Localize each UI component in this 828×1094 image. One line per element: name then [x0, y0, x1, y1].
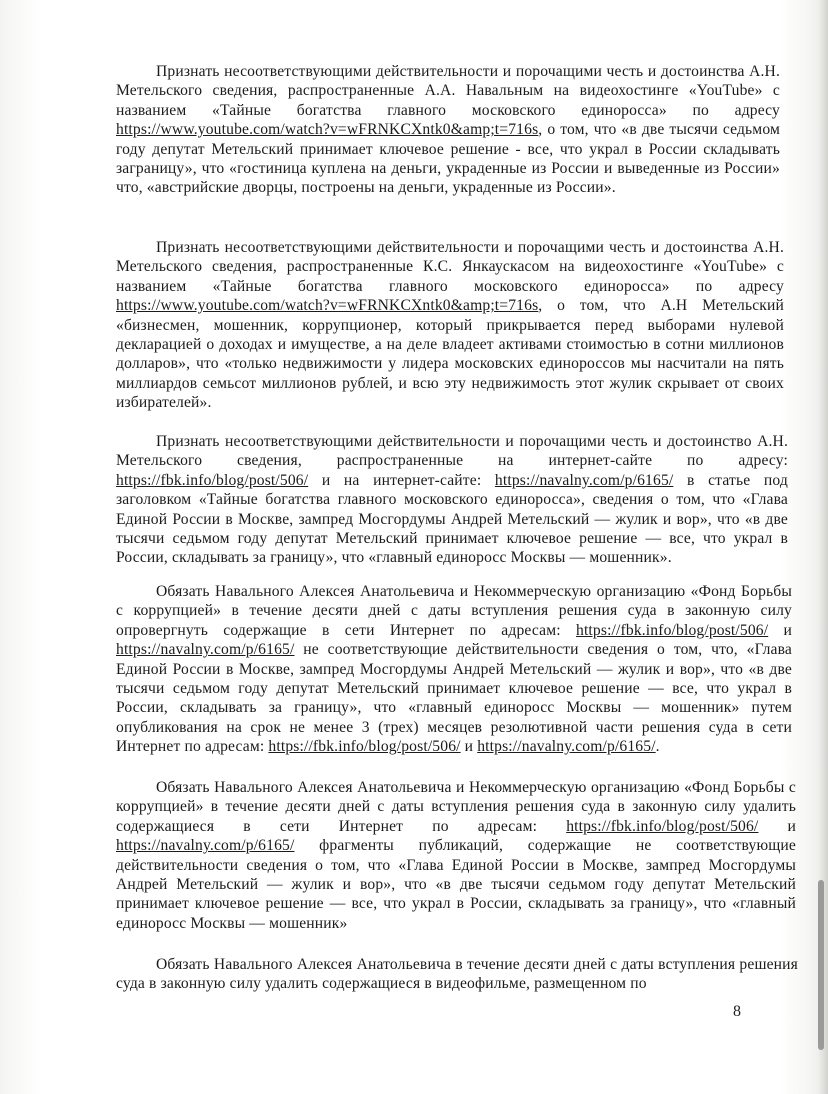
scrollbar-thumb[interactable] [818, 880, 824, 1050]
url-link[interactable]: https://fbk.info/blog/post/506/ [566, 817, 759, 835]
url-link[interactable]: https://navalny.com/p/6165/ [477, 738, 656, 756]
paragraph-text: Обязать Навального Алексея Анатольевича в течение десяти дней с даты вступления решения суда в законную силу удалить содержащиеся в видеофильме, размещенном по [116, 956, 798, 993]
url-link[interactable]: https://www.youtube.com/watch?v=wFRNKCXntk0&amp;t=716s [116, 121, 539, 139]
paragraph-text: , о том, что «в две тысячи седьмом году депутат Метельский принимает ключевое решение - все, что украл в России складывать заграницу», что «гостиница куплена на деньги, украденные из России и выведенные из России» что, «австрийские дворцы, построены на деньги, украденные из России». [116, 121, 780, 197]
url-link[interactable]: https://fbk.info/blog/post/506/ [116, 471, 309, 489]
url-link[interactable]: https://www.youtube.com/watch?v=wFRNKCXntk0&amp;t=716s [116, 297, 539, 315]
paragraph-text: , о том, что А.Н Метельский «бизнесмен, мошенник, коррупционер, который прикрывается перед выборами нулевой декларацией о доходах и имуществе, а на деле владеет активами стоимостью в сотни миллионов долларов», что «только недвижимости у лидера московских единороссов мы насчитали на пять миллиардов семьсот миллионов рублей, и всю эту недвижимость этот жулик скрывает от своих избирателей». [116, 297, 784, 412]
paragraph-4 [116, 582, 792, 757]
url-link[interactable]: https://fbk.info/blog/post/506/ [268, 738, 461, 756]
paragraph-text: Признать несоответствующими действительности и порочащими честь и достоинство А.Н. Метельского сведения, распространенные на интернет-сайте по адресу: [116, 433, 788, 470]
paragraph-2 [116, 238, 784, 413]
url-link[interactable]: https://navalny.com/p/6165/ [116, 837, 295, 855]
paragraph-text: . [655, 738, 660, 756]
paragraph-text: не соответствующие действительности сведения о том, что, «Глава Единой России в Москве, зампред Мосгордумы Андрей Метельский — жулик и вор», что «в две тысячи седьмом году депутат Метельский принимает ключевое решение — все, что украл в России, складывать за границу», что «главный единоросс Москвы — мошенник» путем опубликования на срок не менее 3 (трех) месяцев резолютивной части решения суда в сети Интернет по адресам: [116, 641, 792, 756]
paragraph-text: и [768, 621, 793, 639]
paragraph-3 [116, 432, 788, 568]
page-number: 8 [733, 1003, 741, 1020]
paragraph-text: Обязать Навального Алексея Анатольевича и Некоммерческую организацию «Фонд Борьбы с коррупцией» в течение десяти дней с даты вступления решения суда в законную силу опровергнуть содержащие в сети Интернет по адресам: [116, 583, 792, 639]
url-link[interactable]: https://navalny.com/p/6165/ [494, 471, 674, 489]
paragraph-5 [116, 778, 796, 933]
paragraph-text: и [460, 738, 478, 756]
paragraph-text: фрагменты публикаций, содержащие не соответствующие действительности сведения о том, что «Глава Единой России в Москве, зампред Мосгордумы Андрей Метельский — жулик и вор», что «в две тысячи седьмом году депутат Метельский принимает ключевое решение — все, что украл в России, складывать за границу», что «главный единоросс Москвы — мошенник» [116, 837, 796, 932]
url-link[interactable]: https://navalny.com/p/6165/ [116, 641, 295, 659]
paragraph-text: и [758, 817, 796, 835]
paragraph-text: и на интернет-сайте: [308, 471, 495, 489]
paragraph-text: Обязать Навального Алексея Анатольевича и Некоммерческую организацию «Фонд Борьбы с коррупцией» в течение десяти дней с даты вступления решения суда в законную силу удалить содержащиеся в сети Интернет по адресам: [116, 779, 796, 835]
url-link[interactable]: https://fbk.info/blog/post/506/ [576, 621, 769, 639]
paragraph-6 [116, 955, 798, 994]
paragraph-text: Признать несоответствующими действительности и порочащими честь и достоинства А.Н. Метельского сведения, распространенные К.С. Янкаускасом на видеохостинге «YouTube» с названием «Тайные богатства главного московского единоросса» по адресу [116, 239, 784, 295]
paragraph-text: Признать несоответствующими действительности и порочащими честь и достоинства А.Н. Метельского сведения, распространенные А.А. Навальным на видеохостинге «YouTube» с названием «Тайные богатства главного московского единоросса» по адресу [116, 63, 780, 119]
paragraph-1 [116, 62, 780, 198]
paragraph-text: в статье под заголовком «Тайные богатства главного московского единоросса», сведения о том, что «Глава Единой России в Москве, зампред Мосгордумы Андрей Метельский — жулик и вор», что «в две тысячи седьмом году депутат Метельский принимает ключевое решение — все, что украл в России, складывать за границу», что «главный единоросс Москвы — мошенник». [116, 471, 788, 567]
